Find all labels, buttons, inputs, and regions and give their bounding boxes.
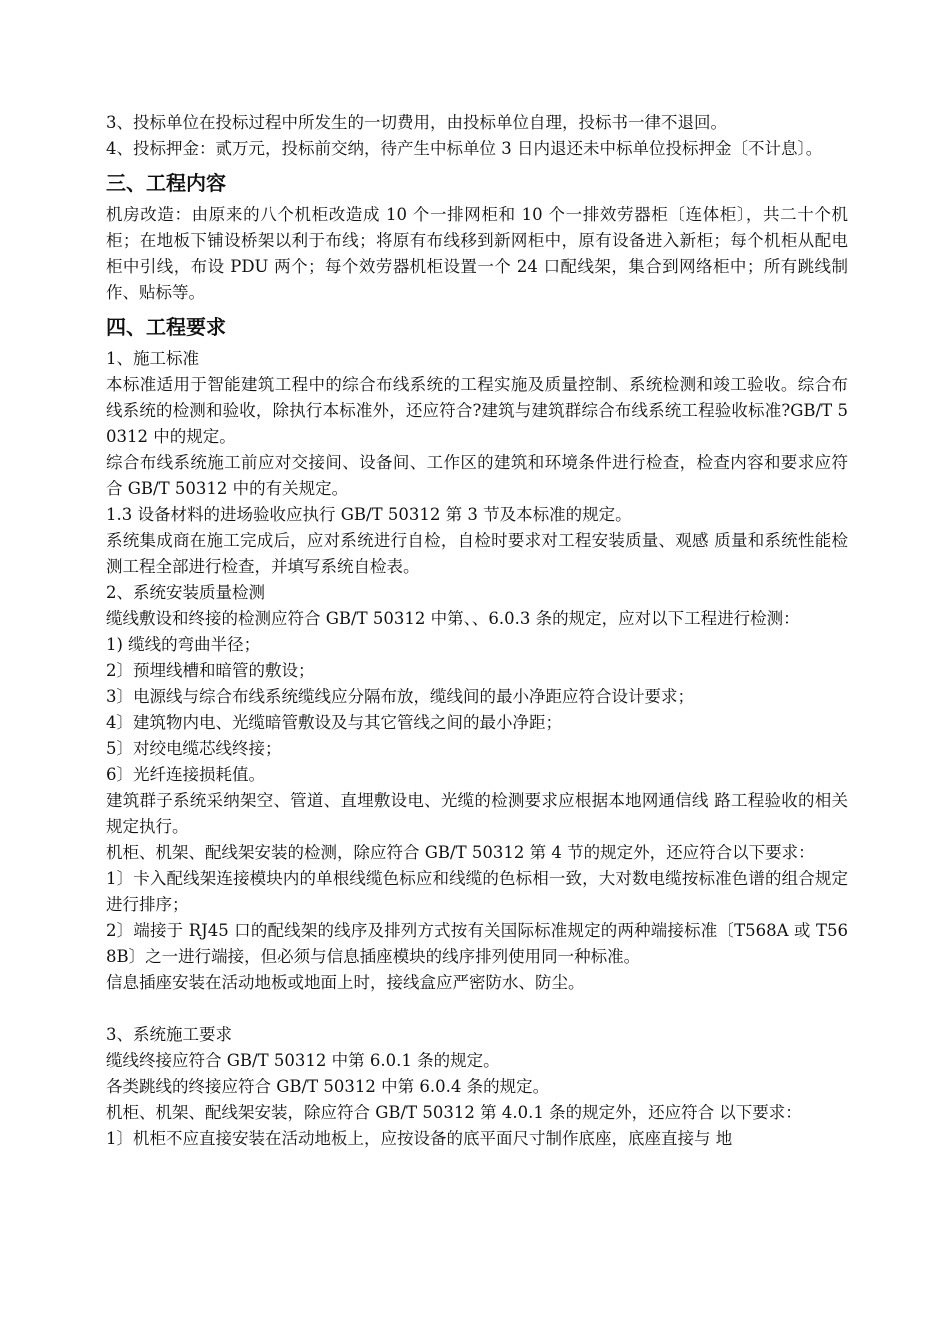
spacer [106,996,848,1022]
paragraph-self-check: 系统集成商在施工完成后，应对系统进行自检，自检时要求对工程安装质量、观感 质量和系统性能检测工程全部进行检查，并填写系统自检表。 [106,531,848,576]
paragraph-jumper-termination: 各类跳线的终接应符合 GB/T 50312 中第 6.0.4 条的规定。 [106,1077,550,1096]
list-item: 1〕卡入配线架连接模块内的单根线缆色标应和线缆的色标相一致，大对数电缆按标准色谱的组合规定进行排序； [106,869,848,914]
heading-project-requirements: 四、工程要求 [106,315,226,339]
paragraph-pre-construction-check: 综合布线系统施工前应对交接间、设备间、工作区的建筑和环境条件进行检查，检查内容和要求应符合 GB/T 50312 中的有关规定。 [106,453,848,498]
list-item: 1) 缆线的弯曲半径； [106,635,261,654]
paragraph-bid-deposit: 4、投标押金：贰万元，投标前交纳，待产生中标单位 3 日内退还未中标单位投标押金〔不计息〕。 [106,139,823,158]
paragraph-cabinet-install: 机柜、机架、配线架安装，除应符合 GB/T 50312 第 4.0.1 条的规定外，还应符合 以下要求： [106,1103,802,1122]
paragraph-cabinet-check: 机柜、机架、配线架安装的检测，除应符合 GB/T 50312 第 4 节的规定外，还应符合以下要求： [106,843,815,862]
subheading-installation-quality: 2、系统安装质量检测 [106,583,265,602]
subheading-construction-standard: 1、施工标准 [106,349,199,368]
list-item: 2〕端接于 RJ45 口的配线架的线序及排列方式按有关国际标准规定的两种端接标准〔T568A 或 T568B〕之一进行端接，但必须与信息插座模块的线序排列使用同一种标准。 [106,921,848,966]
paragraph-project-content: 机房改造：由原来的八个机柜改造成 10 个一排网柜和 10 个一排效劳器柜〔连体柜〕，共二十个机柜；在地板下铺设桥架以利于布线；将原有布线移到新网柜中，原有设备进入新柜；每个机柜从配电柜中引线，布设 PDU 两个；每个效劳器机柜设置一个 24 口配线架，集合到网络柜中；所有跳线制作、贴标等。 [106,205,848,302]
paragraph-bid-costs: 3、投标单位在投标过程中所发生的一切费用，由投标单位自理，投标书一律不退回。 [106,113,727,132]
list-item: 4〕建筑物内电、光缆暗管敷设及与其它管线之间的最小净距； [106,713,562,732]
paragraph-cable-laying-check: 缆线敷设和终接的检测应符合 GB/T 50312 中第、、6.0.3 条的规定，应对以下工程进行检测： [106,609,800,628]
list-item: 2〕预埋线槽和暗管的敷设； [106,661,315,680]
subheading-construction-requirements: 3、系统施工要求 [106,1025,232,1044]
paragraph-material-acceptance: 1.3 设备材料的进场验收应执行 GB/T 50312 第 3 节及本标准的规定。 [106,505,632,524]
list-item: 3〕电源线与综合布线系统缆线应分隔布放，缆线间的最小净距应符合设计要求； [106,687,694,706]
paragraph-cable-termination: 缆线终接应符合 GB/T 50312 中第 6.0.1 条的规定。 [106,1051,500,1070]
heading-project-content: 三、工程内容 [106,171,226,195]
paragraph-campus-subsystem: 建筑群子系统采纳架空、管道、直埋敷设电、光缆的检测要求应根据本地网通信线 路工程验收的相关规定执行。 [106,791,848,836]
list-item: 1〕机柜不应直接安装在活动地板上，应按设备的底平面尺寸制作底座，底座直接与 地 [106,1129,733,1148]
document-page [106,110,848,1152]
paragraph-standard-scope: 本标准适用于智能建筑工程中的综合布线系统的工程实施及质量控制、系统检测和竣工验收。综合布线系统的检测和验收，除执行本标准外，还应符合?建筑与建筑群综合布线系统工程验收标准?GB/T 50312 中的规定。 [106,375,848,446]
paragraph-socket-install: 信息插座安装在活动地板或地面上时，接线盒应严密防水、防尘。 [106,973,585,992]
list-item: 6〕光纤连接损耗值。 [106,765,265,784]
list-item: 5〕对绞电缆芯线终接； [106,739,282,758]
